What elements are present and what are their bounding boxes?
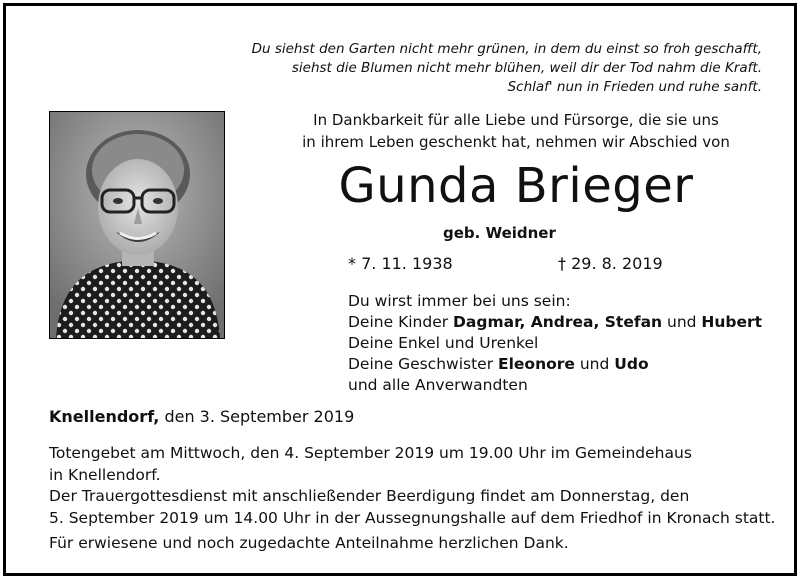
date-text: den 3. September 2019 <box>159 407 355 426</box>
mourners-line: und alle Anverwandten <box>348 376 528 394</box>
conjunction: und <box>574 355 615 373</box>
place-name: Knellendorf, <box>49 407 160 426</box>
conjunction: und <box>662 313 702 331</box>
details-line: in Knellendorf. <box>49 465 161 484</box>
children-prefix: Deine Kinder <box>348 313 454 331</box>
poem-line: Schlaf' nun in Frieden und ruhe sanft. <box>507 79 762 95</box>
details-line: Der Trauergottesdienst mit anschließender Beerdigung findet am Donnerstag, den <box>49 487 690 505</box>
mourners-children-line <box>348 312 762 333</box>
birth-date: * 7. 11. 1938 <box>348 254 453 273</box>
intro-line: In Dankbarkeit für alle Liebe und Fürsorge, die sie uns <box>313 111 719 129</box>
memorial-poem <box>252 40 762 97</box>
poem-line: Du siehst den Garten nicht mehr grünen, in dem du einst so froh geschafft, <box>251 41 762 57</box>
children-last-name: Hubert <box>701 313 763 331</box>
obituary-card <box>3 3 797 576</box>
mourners-line: Du wirst immer bei uns sein: <box>348 292 571 310</box>
children-names: Dagmar, Andrea, Stefan <box>453 313 663 331</box>
maiden-name: geb. Weidner <box>443 224 556 242</box>
death-date: † 29. 8. 2019 <box>558 254 663 273</box>
deceased-name: Gunda Brieger <box>338 158 694 214</box>
poem-line: siehst die Blumen nicht mehr blühen, weil dir der Tod nahm die Kraft. <box>291 60 762 76</box>
intro-line: in ihrem Leben geschenkt hat, nehmen wir Abschied von <box>302 133 730 151</box>
intro-text <box>276 109 756 153</box>
mourners-line: Deine Enkel und Urenkel <box>348 334 539 352</box>
siblings-prefix: Deine Geschwister <box>348 355 499 373</box>
thanks-text: Für erwiesene und noch zugedachte Anteilnahme herzlichen Dank. <box>49 534 569 552</box>
place-date <box>49 407 354 426</box>
portrait-photo <box>49 111 225 339</box>
sibling-name: Eleonore <box>498 355 575 373</box>
mourners-list <box>348 291 762 396</box>
service-details <box>49 443 775 529</box>
sibling-name: Udo <box>614 355 649 373</box>
details-line: 5. September 2019 um 14.00 Uhr in der Aussegnungshalle auf dem Friedhof in Kronach statt. <box>49 508 776 527</box>
mourners-siblings-line <box>348 354 762 375</box>
details-line: Totengebet am Mittwoch, den 4. September 2019 um 19.00 Uhr im Gemeindehaus <box>49 444 692 462</box>
